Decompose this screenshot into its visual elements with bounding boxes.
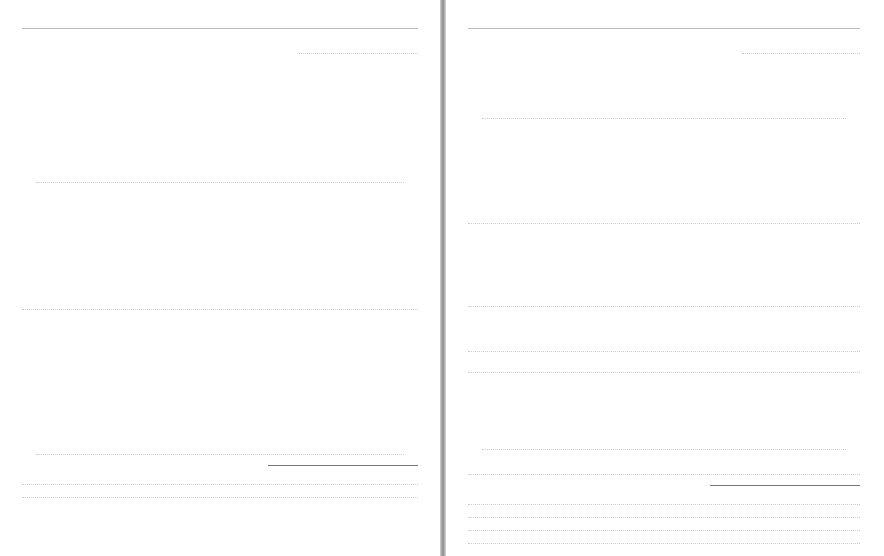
right-page bbox=[446, 0, 884, 556]
paragraph bbox=[22, 191, 418, 310]
block-quote bbox=[482, 377, 846, 450]
block-quote bbox=[36, 62, 404, 183]
running-head bbox=[22, 14, 418, 29]
block-quote bbox=[482, 62, 846, 119]
footnote bbox=[22, 485, 418, 498]
paragraph bbox=[468, 356, 860, 373]
running-head bbox=[468, 14, 860, 29]
footnote bbox=[468, 492, 860, 505]
footnote bbox=[468, 531, 860, 544]
footnote-separator bbox=[268, 465, 418, 466]
paragraph bbox=[468, 458, 860, 475]
footnote bbox=[468, 518, 860, 531]
left-page bbox=[0, 0, 440, 556]
paragraph bbox=[468, 311, 860, 352]
paragraph bbox=[468, 127, 860, 224]
footnote bbox=[468, 505, 860, 518]
footnotes bbox=[22, 472, 418, 498]
lead-line bbox=[299, 39, 418, 54]
block-quote bbox=[36, 314, 404, 455]
footnote bbox=[22, 472, 418, 485]
footnote-separator bbox=[710, 485, 860, 486]
footnotes bbox=[468, 492, 860, 544]
paragraph bbox=[468, 228, 860, 307]
lead-line bbox=[742, 39, 860, 54]
